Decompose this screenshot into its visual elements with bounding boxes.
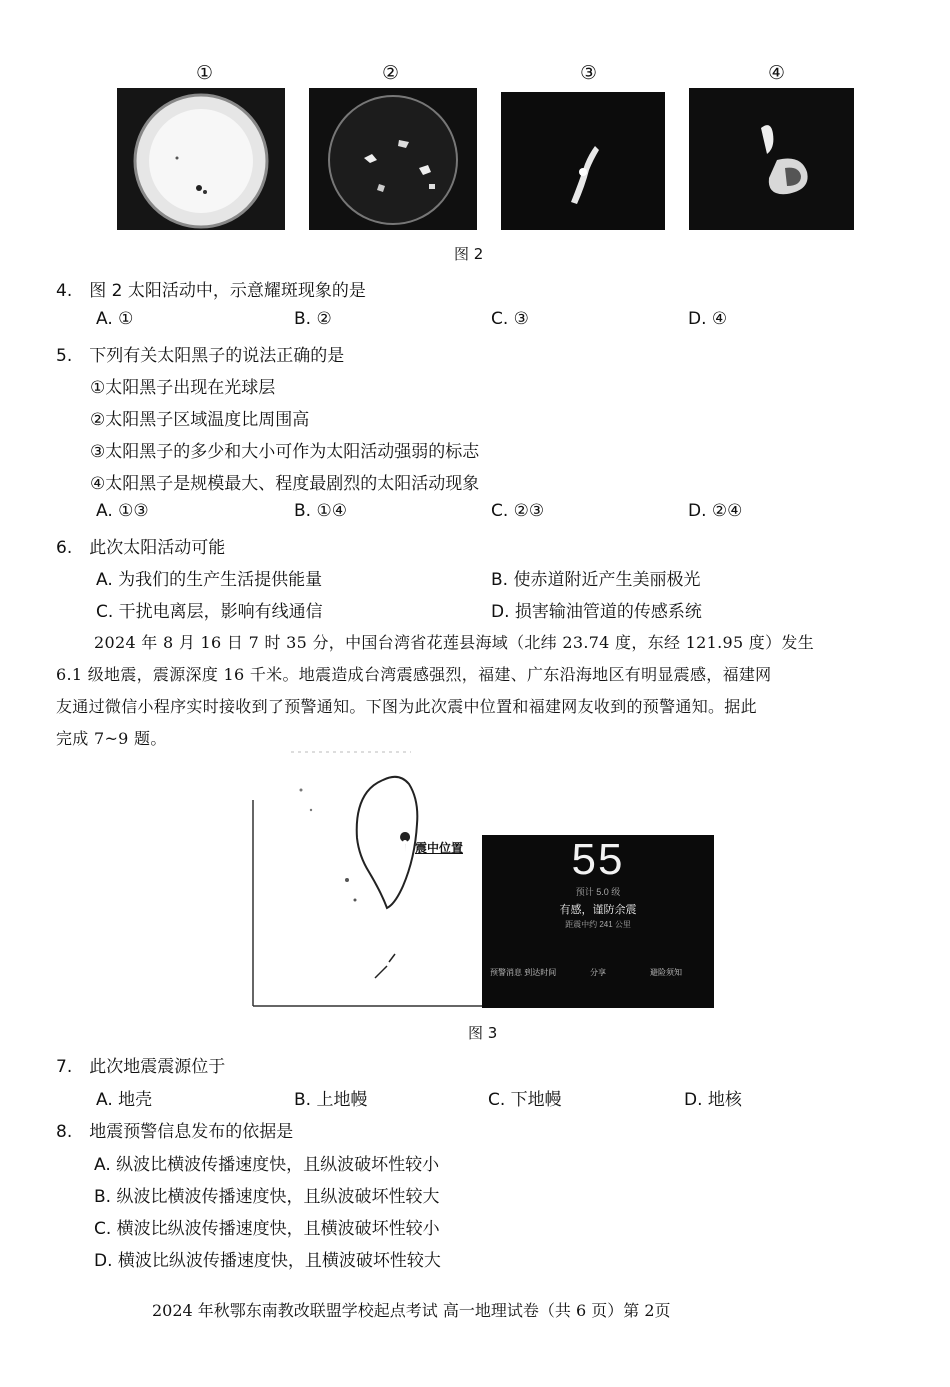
panel-label-3: ③	[580, 62, 598, 84]
q5-statement-3: ③太阳黑子的多少和大小可作为太阳活动强弱的标志	[90, 442, 480, 462]
q5-statement-4: ④太阳黑子是规模最大、程度最剧烈的太阳活动现象	[90, 474, 480, 494]
epicenter-label: 震中位置	[415, 841, 464, 855]
sun-photo-faculae	[309, 88, 477, 230]
distance-info: 距震中约 241 公里	[565, 920, 631, 929]
phone-button-arrival[interactable]: 预警消息 到达时间	[490, 968, 557, 977]
sun-photo-sunspots	[117, 88, 285, 230]
q8-option-c[interactable]: C. 横波比纵波传播速度快，且横波破坏性较小	[94, 1219, 440, 1239]
sun-photo-flare	[501, 92, 665, 230]
passage-line-4: 完成 7~9 题。	[56, 729, 167, 748]
q5-option-a[interactable]: A. ①③	[96, 501, 149, 521]
estimated-magnitude: 预计 5.0 级	[575, 887, 621, 897]
q5-option-c[interactable]: C. ②③	[491, 501, 545, 521]
passage-line-3: 友通过微信小程序实时接收到了预警通知。下图为此次震中位置和福建网友收到的预警通知。据此	[56, 697, 757, 716]
passage-line-2: 6.1 级地震，震源深度 16 千米。地震造成台湾震感强烈，福建、广东沿海地区有明显震感，福建网	[56, 665, 772, 684]
q8-option-b[interactable]: B. 纵波比横波传播速度快，且纵波破坏性较大	[94, 1187, 440, 1207]
passage-line-1: 2024 年 8 月 16 日 7 时 35 分，中国台湾省花莲县海域（北纬 23.74 度，东经 121.95 度）发生	[94, 633, 815, 652]
q5-stem: 5. 下列有关太阳黑子的说法正确的是	[56, 346, 345, 366]
q4-option-c[interactable]: C. ③	[491, 309, 529, 329]
page-footer: 2024 年秋鄂东南教改联盟学校起点考试 高一地理试卷（共 6 页）第 2页	[152, 1301, 671, 1320]
q4-option-d[interactable]: D. ④	[688, 309, 728, 329]
q6-option-c[interactable]: C. 干扰电离层，影响有线通信	[96, 602, 323, 622]
q8-option-a[interactable]: A. 纵波比横波传播速度快，且纵波破坏性较小	[94, 1155, 440, 1175]
q5-statement-2: ②太阳黑子区域温度比周围高	[90, 410, 310, 430]
q5-option-b[interactable]: B. ①④	[294, 501, 347, 521]
panel-label-2: ②	[382, 62, 400, 84]
q8-stem: 8. 地震预警信息发布的依据是	[56, 1122, 294, 1142]
q6-option-d[interactable]: D. 损害输油管道的传感系统	[491, 602, 702, 622]
q6-stem: 6. 此次太阳活动可能	[56, 538, 226, 558]
q6-option-a[interactable]: A. 为我们的生产生活提供能量	[96, 570, 323, 590]
q7-stem: 7. 此次地震震源位于	[56, 1057, 226, 1077]
sun-photo-prominence	[689, 88, 854, 230]
q4-stem: 4. 图 2 太阳活动中，示意耀斑现象的是	[56, 281, 366, 301]
q5-statement-1: ①太阳黑子出现在光球层	[90, 378, 276, 398]
panel-label-1: ①	[196, 62, 214, 84]
warning-notification-screen	[482, 835, 714, 1008]
figure2-caption: 图 2	[454, 245, 484, 263]
phone-button-share[interactable]: 分享	[590, 968, 606, 977]
q7-option-b[interactable]: B. 上地幔	[294, 1090, 368, 1110]
figure3-caption: 图 3	[468, 1024, 498, 1042]
q8-option-d[interactable]: D. 横波比纵波传播速度快，且横波破坏性较大	[94, 1251, 441, 1271]
warning-message: 有感，谨防余震	[559, 904, 637, 916]
q7-option-c[interactable]: C. 下地幔	[488, 1090, 562, 1110]
panel-label-4: ④	[768, 62, 786, 84]
q4-option-b[interactable]: B. ②	[294, 309, 332, 329]
q7-option-a[interactable]: A. 地壳	[96, 1090, 153, 1110]
q5-option-d[interactable]: D. ②④	[688, 501, 743, 521]
phone-button-safety[interactable]: 避险须知	[650, 968, 682, 977]
earthquake-figure	[251, 750, 716, 1008]
countdown-number: 55	[571, 835, 625, 884]
q6-option-b[interactable]: B. 使赤道附近产生美丽极光	[491, 570, 701, 590]
q7-option-d[interactable]: D. 地核	[684, 1090, 742, 1110]
q4-option-a[interactable]: A. ①	[96, 309, 134, 329]
